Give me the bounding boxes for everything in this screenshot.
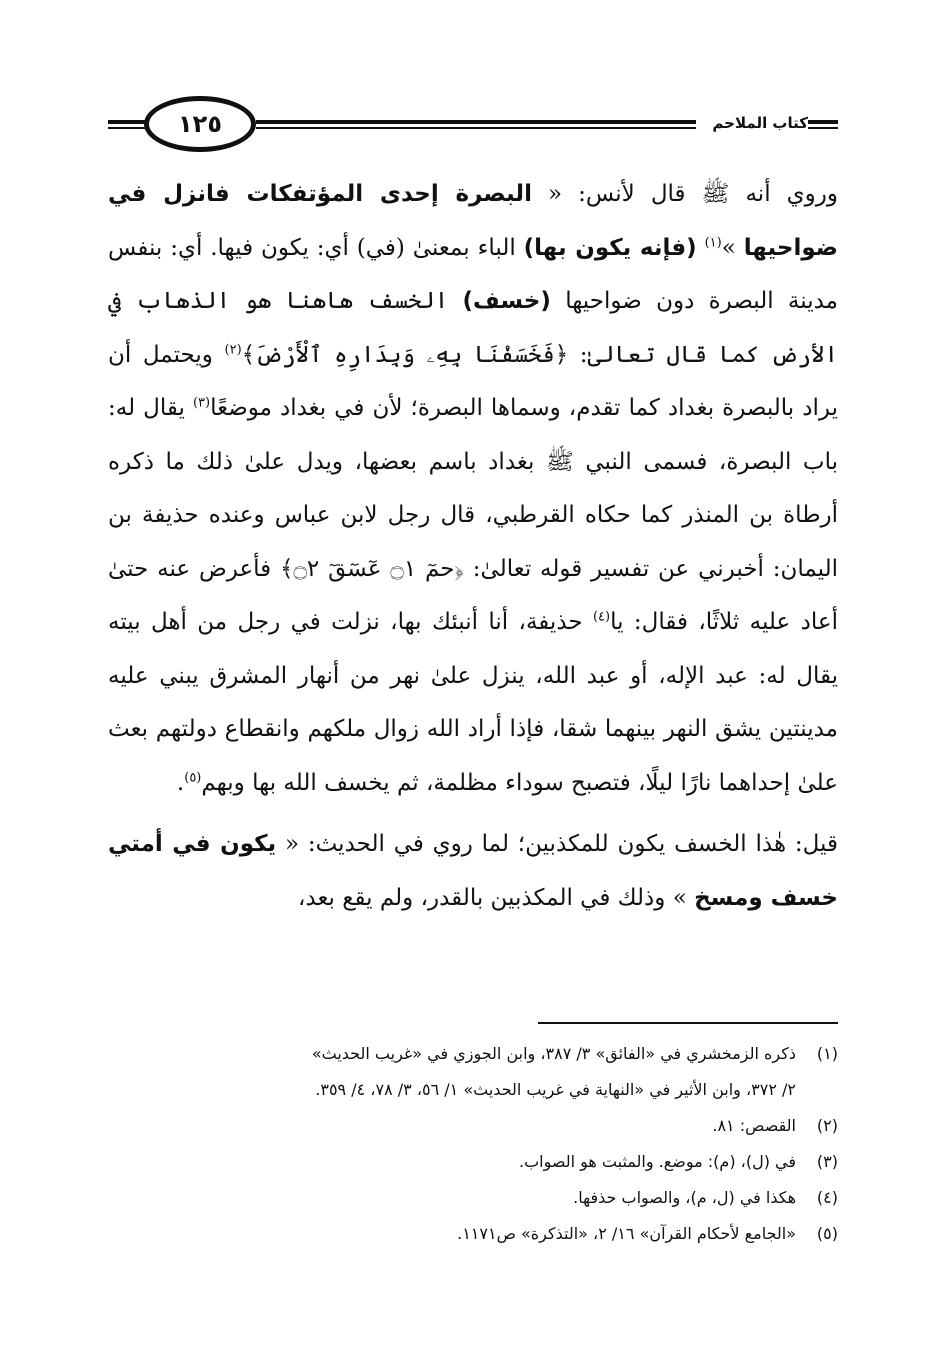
header-rule-left [108,120,148,124]
text-run: الباء بمعنىٰ (في) أي: يكون فيها. أي: بنفس مدينة البصرة دون ضواحيها [108,234,838,314]
text-run: يقال له: باب البصرة، فسمى النبي ﷺ بغداد باسم بعضها، ويدل علىٰ ذلك ما ذكره أرطاة بن المنذر كما حكاه القرطبي، قال رجل لابن عباس وعنده حذيفة بن اليمان: أخبرني عن تفسير قوله تعالىٰ: ﴿حمٓ ۝١ عٓسٓقٓ ۝٢﴾ فأعرض عنه حتىٰ أعاد عليه ثلاثًا، فقال: يا [108,395,838,635]
header-rule-right-thin [256,127,696,129]
footnote-text-line1: ذكره الزمخشري في «الفائق» ٣/ ٣٨٧، وابن الجوزي في «غريب الحديث» [311,1044,796,1063]
footnote-text: «الجامع لأحكام القرآن» ١٦/ ٢، «التذكرة» ص١١٧١. [457,1224,796,1243]
footnote-number: (٥) [816,1224,838,1243]
header-rule-left-thin [108,127,148,129]
footnote-ref-2: (٢) [224,341,242,357]
footnote-number: (١) [816,1044,838,1063]
footnote-ref-4: (٤) [592,609,611,625]
footnotes [108,1036,838,1252]
quoted-term: (خسف) [462,288,551,314]
footnote-ref-5: (٥) [184,769,202,785]
hadith-text: يكون في أمتي خسف ومسخ [108,831,838,911]
footnote-text [108,1036,796,1108]
header-rule-far-right [808,120,838,124]
footnote-2 [108,1108,838,1144]
paragraph-2 [108,818,838,925]
footnote-text-line2: ٢/ ٣٧٢، وابن الأثير في «النهاية في غريب الحديث» ١/ ٥٦، ٣/ ٧٨، ٤/ ٣٥٩. [315,1080,796,1099]
footnote-text: القصص: ٨١. [712,1116,796,1135]
text-run: » وذلك في المكذبين بالقدر، ولم يقع بعد، [297,884,695,911]
footnote-5 [108,1216,838,1252]
text-run: الخسف هاهنا هو الذهاب في الأرض كما قال تعالىٰ: ﴿فَخَسَفْنَا بِهِۦ وَبِدَارِهِ ٱلْأَرْضَ﴾ [108,288,838,368]
footnote-text: في (ل)، (م): موضع. والمثبت هو الصواب. [519,1152,796,1171]
main-text [108,168,838,925]
footnote-4 [108,1180,838,1216]
text-run: قيل: هٰذا الخسف يكون للمكذبين؛ لما روي في الحديث: « [276,831,838,857]
footnote-separator [538,1022,838,1024]
footnote-number: (٢) [816,1116,838,1135]
text-run: وروي أنه ﷺ قال لأنس: « [531,181,838,207]
text-run: » [721,234,744,261]
book-title: كتاب الملاحم [712,114,808,132]
header-rule-right [256,120,696,124]
footnote-number: (٤) [816,1188,838,1207]
header-rule-far-right-thin [808,127,838,129]
text-run [697,235,705,261]
text-run: حذيفة، أنا أنبئك بها، نزلت في رجل من أهل بيته يقال له: عبد الإله، أو عبد الله، ينزل علىٰ نهر من أنهار المشرق يبني عليه مدينتين يشق النهر بينهما شقا، فإذا أراد الله زوال ملكهم وانقطاع دولتهم بعث علىٰ إحداهما نارًا ليلًا، فتصبح سوداء مظلمة، ثم يخسف الله بها وبهم [108,609,838,796]
quoted-term: (فإنه يكون بها) [523,234,697,261]
hadith-text: البصرة إحدى المؤتفكات فانزل في ضواحيها [108,181,839,261]
footnote-text: هكذا في (ل، م)، والصواب حذفها. [573,1188,796,1207]
footnote-1 [108,1036,838,1108]
footnote-3 [108,1144,838,1180]
footnote-ref-1: (١) [704,234,722,250]
page-number-badge [144,96,260,156]
footnote-ref-3: (٣) [192,395,211,411]
footnote-number: (٣) [816,1152,838,1171]
text-run: ويحتمل أن يراد بالبصرة بغداد كما تقدم، وسماها البصرة؛ لأن في بغداد موضعًا [108,341,838,421]
text-run: . [176,769,185,796]
page-header [108,96,838,156]
page-number: ١٢٥ [178,110,222,138]
paragraph-1 [108,168,838,810]
